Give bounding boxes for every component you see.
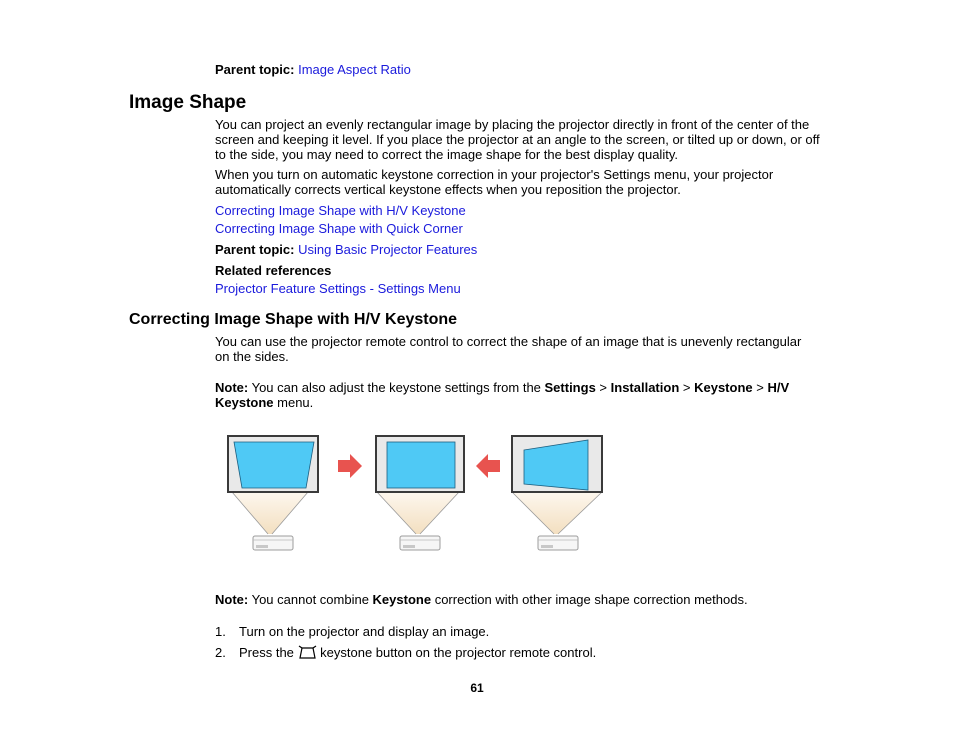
arrow-left-icon — [476, 454, 500, 478]
related-references-link[interactable]: Projector Feature Settings - Settings Menu — [215, 281, 461, 296]
note-bold-keystone: Keystone — [694, 380, 753, 395]
note-text: > — [752, 380, 768, 395]
arrow-right-icon — [338, 454, 362, 478]
note-bold-hv-keystone: H/V Keystone — [215, 380, 790, 410]
parent-topic-line — [215, 62, 411, 77]
section-paragraph-2: When you turn on automatic keystone correction in your projector's Settings menu, your projector automatically corrects vertical keystone effects when you reposition the projector. — [215, 167, 774, 197]
note-label: Note: — [215, 592, 249, 607]
note-text: You cannot combine — [248, 592, 373, 607]
step-number: 1. — [215, 624, 226, 639]
note-text: > — [679, 380, 695, 395]
subsection-intro: You can use the projector remote control to correct the shape of an image that is unevenly rectangular on the sides. — [215, 334, 802, 364]
step-text: keystone button on the projector remote control. — [316, 645, 597, 660]
note-text: > — [595, 380, 611, 395]
page-number: 61 — [470, 681, 484, 695]
keystone-button-icon — [298, 645, 317, 660]
projector-icon — [538, 536, 578, 550]
note-text: You can also adjust the keystone settings from the — [248, 380, 545, 395]
step-text: Press the — [239, 645, 298, 660]
parent-topic-label-2: Parent topic: — [215, 242, 295, 257]
projector-icon — [253, 536, 293, 550]
note-bold-installation: Installation — [610, 380, 680, 395]
note-bold-keystone: Keystone — [372, 592, 432, 607]
subsection-title: Correcting Image Shape with H/V Keystone — [129, 311, 458, 328]
link-hv-keystone[interactable]: Correcting Image Shape with H/V Keystone — [215, 203, 466, 218]
step-item-1 — [215, 624, 489, 639]
section-title: Image Shape — [129, 92, 247, 113]
step-number: 2. — [215, 645, 226, 660]
note-text: correction with other image shape correction methods. — [431, 592, 748, 607]
keystone-illustration — [222, 432, 610, 560]
section-paragraph-1: You can project an evenly rectangular image by placing the projector directly in front of the center of the screen and keeping it level. If you place the projector at an angle to the screen, or tilted up or down, or off to the side, you may need to correct the image shape for the best display quality. — [215, 117, 820, 162]
panel-vertical-keystone — [228, 436, 318, 550]
parent-topic-label: Parent topic: — [215, 62, 295, 77]
projector-icon — [400, 536, 440, 550]
screen-image — [387, 442, 455, 488]
screen-image — [234, 442, 314, 488]
parent-topic-link[interactable]: Image Aspect Ratio — [298, 62, 411, 77]
step-item-2 — [215, 645, 596, 660]
note-combine — [215, 592, 815, 607]
parent-topic-link-2[interactable]: Using Basic Projector Features — [298, 242, 478, 257]
parent-topic-line-2 — [215, 242, 477, 257]
note-bold-settings: Settings — [544, 380, 596, 395]
step-text: Turn on the projector and display an image. — [239, 624, 490, 639]
note-label: Note: — [215, 380, 249, 395]
note-keystone-menu — [215, 380, 815, 410]
panel-horizontal-keystone — [512, 436, 602, 550]
note-text: menu. — [273, 395, 314, 410]
link-quick-corner[interactable]: Correcting Image Shape with Quick Corner — [215, 221, 463, 236]
related-references-label: Related references — [215, 263, 332, 278]
panel-corrected — [376, 436, 464, 550]
